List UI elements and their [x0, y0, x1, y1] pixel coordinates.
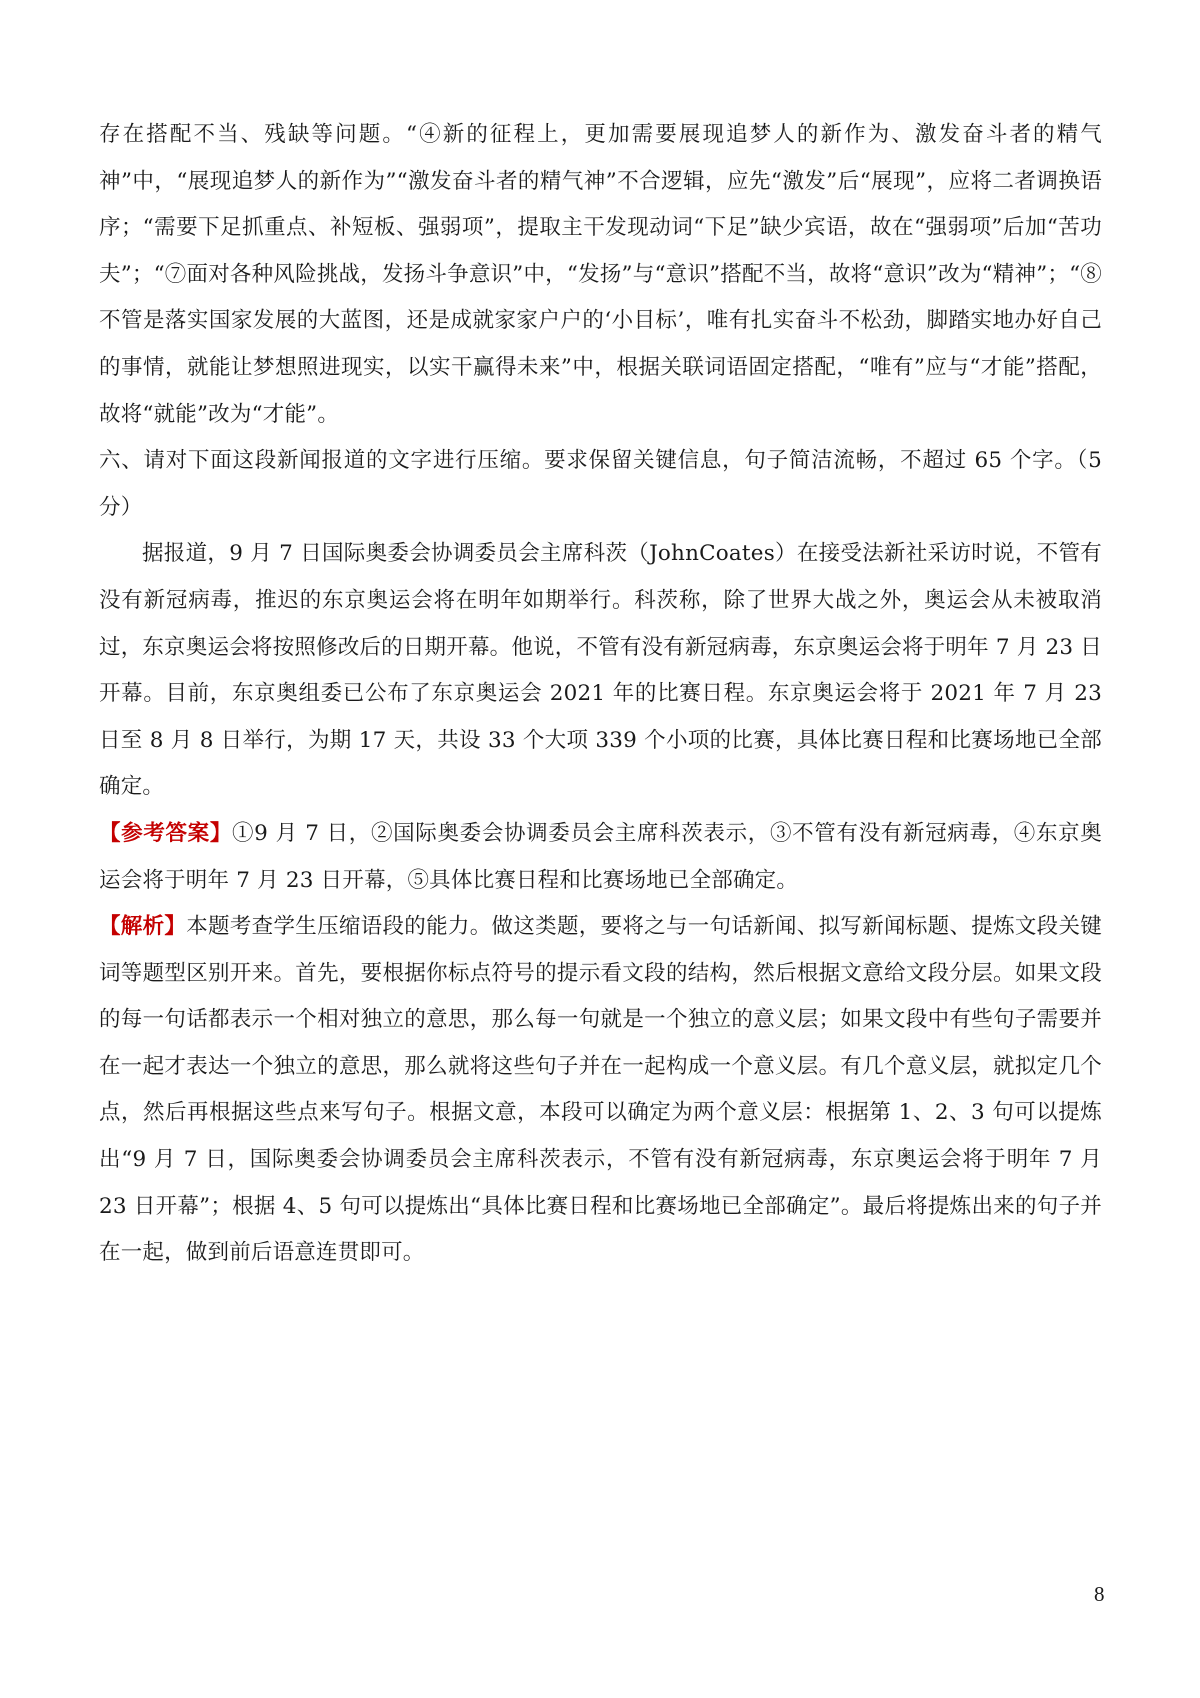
reference-answer-text: ①9 月 7 日，②国际奥委会协调委员会主席科茨表示，③不管有没有新冠病毒，④东京奥运会将于明年 7 月 23 日开幕，⑤具体比赛日程和比赛场地已全部确定。 — [99, 820, 1103, 893]
page-number: 8 — [1094, 1582, 1105, 1606]
reference-answer-label: 【参考答案】 — [99, 820, 233, 846]
analysis-continuation: 存在搭配不当、残缺等问题。“④新的征程上，更加需要展现追梦人的新作为、激发奋斗者的精气神”中，“展现追梦人的新作为”“激发奋斗者的精气神”不合逻辑，应先“激发”后“展现”，应将二者调换语序；“需要下足抓重点、补短板、强弱项”，提取主干发现动词“下足”缺少宾语，故在“强弱项”后加“苦功夫”；“⑦面对各种风险挑战，发扬斗争意识”中，“发扬”与“意识”搭配不当，故将“意识”改为“精神”；“⑧不管是落实国家发展的大蓝图，还是成就家家户户的‘小目标’，唯有扎实奋斗不松劲，脚踏实地办好自己的事情，就能让梦想照进现实，以实干赢得未来”中，根据关联词语固定搭配，“唯有”应与“才能”搭配，故将“就能”改为“才能”。 — [99, 122, 1102, 427]
news-passage: 据报道，9 月 7 日国际奥委会协调委员会主席科茨（JohnCoates）在接受法新社采访时说，不管有没有新冠病毒，推迟的东京奥运会将在明年如期举行。科茨称，除了世界大战之外，奥运会从未被取消过，东京奥运会将按照修改后的日期开幕。他说，不管有没有新冠病毒，东京奥运会将于明年 7 月 23 日开幕。目前，东京奥组委已公布了东京奥运会 2021 年的比赛日程。东京奥运会将于 2021 年 7 月 23 日至 8 月 8 日举行，为期 17 天，共设 33 个大项 339 个小项的比赛，具体比赛日程和比赛场地已全部确定。 — [99, 541, 1102, 800]
analysis-text: 本题考查学生压缩语段的能力。做这类题，要将之与一句话新闻、拟写新闻标题、提炼文段关键词等题型区别开来。首先，要根据你标点符号的提示看文段的结构，然后根据文意给文段分层。如果文段的每一句话都表示一个相对独立的意思，那么每一句就是一个独立的意义层；如果文段中有些句子需要并在一起才表达一个独立的意思，那么就将这些句子并在一起构成一个意义层。有几个意义层，就拟定几个点，然后再根据这些点来写句子。根据文意，本段可以确定为两个意义层：根据第 1、2、3 句可以提炼出“9 月 7 日，国际奥委会协调委员会主席科茨表示，不管有没有新冠病毒，东京奥运会将于明年 7 月 23 日开幕”；根据 4、5 句可以提炼出“具体比赛日程和比赛场地已全部确定”。最后将提炼出来的句子并在一起，做到前后语意连贯即可。 — [99, 914, 1102, 1266]
analysis — [99, 904, 1102, 1277]
analysis-label: 【解析】 — [99, 914, 187, 940]
reference-answer — [99, 811, 1102, 904]
question-6-prompt: 六、请对下面这段新闻报道的文字进行压缩。要求保留关键信息，句子简洁流畅，不超过 65 个字。（5 分） — [99, 448, 1102, 520]
document-body — [99, 112, 1102, 1277]
